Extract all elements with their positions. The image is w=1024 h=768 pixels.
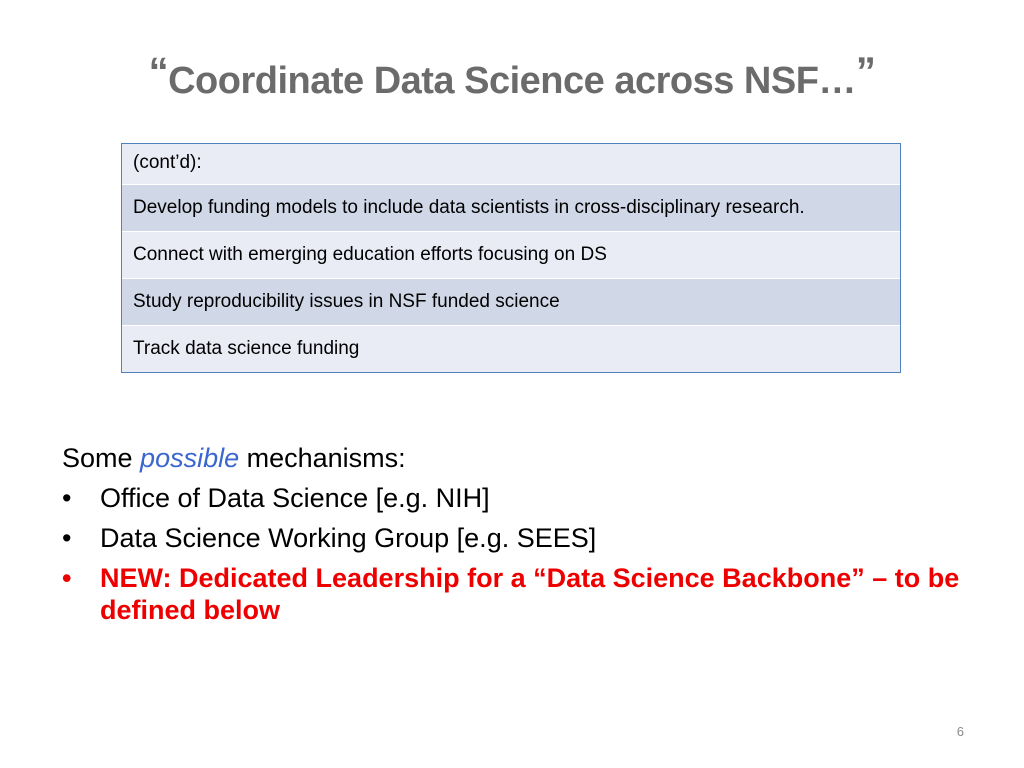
slide-title	[0, 50, 1024, 103]
intro-suffix: mechanisms:	[239, 443, 406, 473]
list-item-text: Data Science Working Group [e.g. SEES]	[100, 523, 597, 553]
table-cell-text: Study reproducibility issues in NSF funded science	[133, 291, 560, 312]
bullet-icon: •	[62, 523, 72, 553]
page-number: 6	[956, 724, 964, 739]
mechanisms-intro	[62, 438, 982, 478]
bullet-icon: •	[62, 563, 72, 593]
content-table	[121, 143, 901, 373]
mechanisms-section	[62, 438, 982, 626]
table-cell-text: Track data science funding	[133, 338, 360, 359]
list-item-text: NEW: Dedicated Leadership for a “Data Science Backbone” – to be defined below	[100, 563, 960, 625]
table-cell-text: (cont’d):	[133, 152, 202, 173]
intro-prefix: Some	[62, 443, 141, 473]
bullet-icon: •	[62, 483, 72, 513]
table-cell-text: Develop funding models to include data scientists in cross-disciplinary research.	[133, 197, 805, 218]
table-row	[122, 278, 900, 325]
title-text: Coordinate Data Science across NSF…	[168, 60, 856, 102]
list-item-text: Office of Data Science [e.g. NIH]	[100, 483, 490, 513]
table-row	[122, 144, 900, 184]
title-open-quote: “	[148, 50, 169, 94]
table-row	[122, 184, 900, 231]
list-item-highlighted	[62, 562, 982, 626]
title-close-quote: ”	[855, 50, 876, 94]
mechanisms-list	[62, 478, 982, 626]
intro-emphasis: possible	[140, 443, 240, 473]
table-cell-text: Connect with emerging education efforts focusing on DS	[133, 244, 607, 265]
list-item	[62, 478, 982, 518]
table-row	[122, 325, 900, 372]
table-row	[122, 231, 900, 278]
list-item	[62, 518, 982, 558]
